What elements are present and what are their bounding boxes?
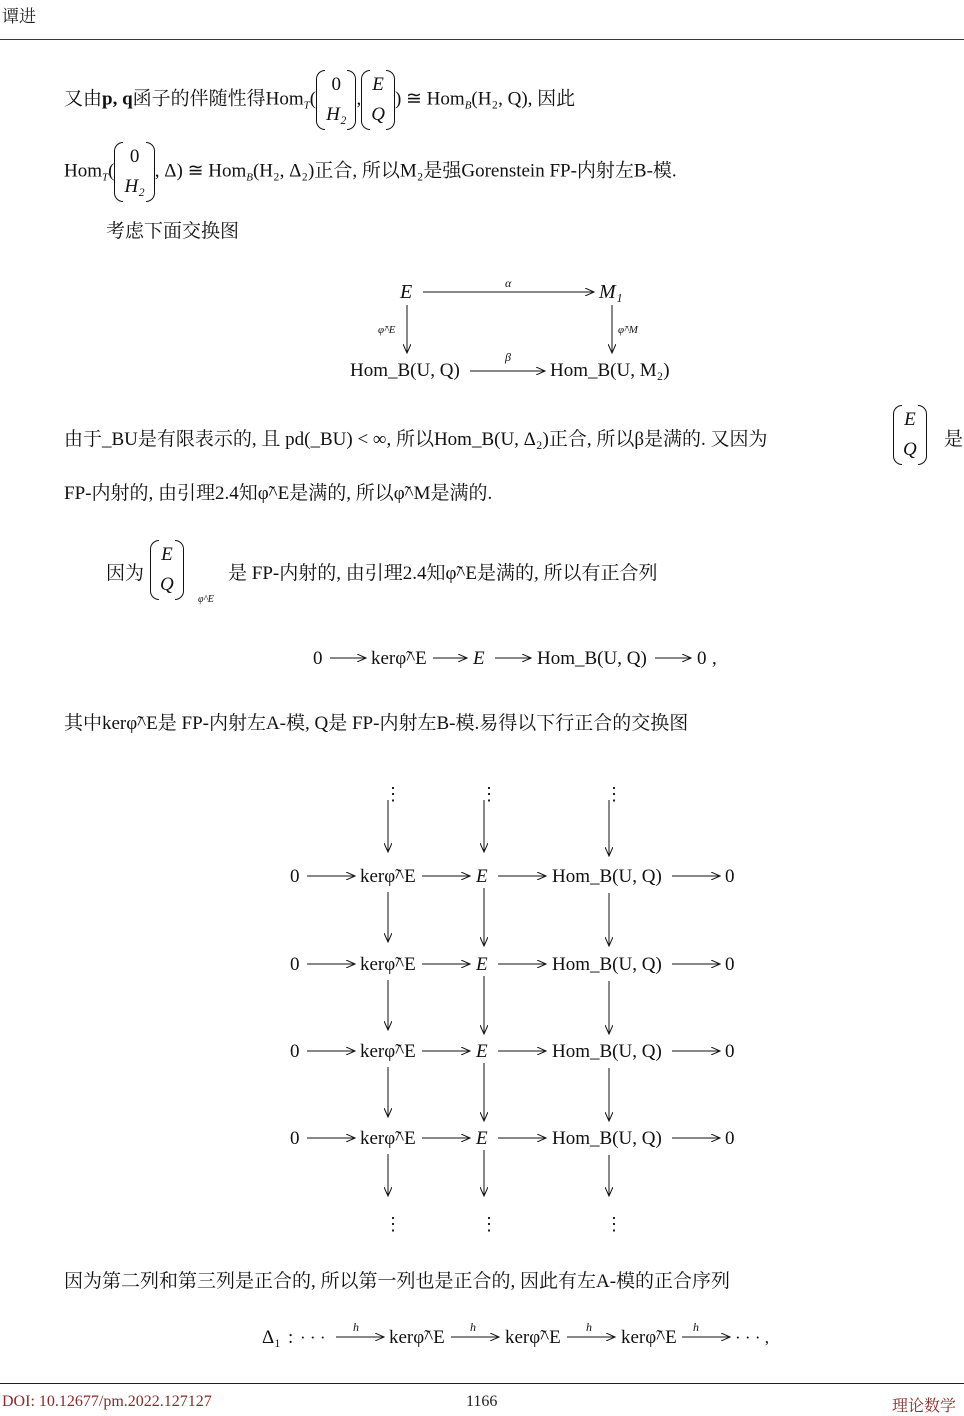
term-ker: kerφ̃^E: [371, 648, 427, 669]
svg-text:kerφ̃^E: kerφ̃^E: [360, 954, 416, 975]
matrix-E-Q: E Q: [893, 405, 927, 465]
term-zero: 0: [697, 648, 707, 669]
text: Hom: [64, 160, 102, 182]
svg-text:0: 0: [290, 1128, 300, 1149]
term-zero: 0: [313, 648, 323, 669]
subscript: B: [246, 171, 253, 184]
svg-text:h: h: [353, 1320, 359, 1334]
svg-text:h: h: [693, 1320, 699, 1334]
trailing-dots: · · · ,: [735, 1328, 769, 1347]
paragraph-because: 因为: [106, 563, 145, 584]
ellipsis: ⋮: [384, 1214, 402, 1234]
running-head-author: 谭进: [2, 7, 36, 26]
delta-name: Δ₁: [262, 1327, 281, 1348]
comma: ,: [712, 648, 717, 669]
svg-text:h: h: [470, 1320, 476, 1334]
label-beta: β: [505, 350, 511, 364]
leading-dots: · · ·: [300, 1328, 326, 1347]
svg-text:0: 0: [290, 866, 300, 887]
ellipsis: ⋮: [384, 784, 402, 804]
ellipsis: ⋮: [480, 1214, 498, 1234]
svg-text:kerφ̃^E: kerφ̃^E: [360, 1128, 416, 1149]
text: (H₂, Q), 因此: [471, 88, 576, 110]
svg-text:Hom_B(U, Q): Hom_B(U, Q): [552, 954, 662, 975]
svg-text:0: 0: [725, 1128, 735, 1149]
functor-pq: p, q: [102, 88, 133, 110]
text: 由于_BU是有限表示的, 且 pd(_BU) < ∞, 所以Hom_B(U, Δ₂)正合, 所以β是满的. 又因为: [64, 429, 768, 450]
matrix-E-Q: E Q: [361, 70, 395, 130]
text: 是 FP-内射的, 由引理2.4知φ̃^E是满的, 所以有正合列: [228, 563, 658, 584]
text: 函子的伴随性得Hom: [132, 88, 304, 110]
text: 又由: [64, 88, 103, 110]
node-hom-UQ: Hom_B(U, Q): [350, 360, 460, 381]
matrix-0-H2: 0 H₂: [114, 142, 154, 202]
matrix-0-H2: 0 H₂: [316, 70, 356, 130]
ellipsis: ⋮: [605, 784, 623, 804]
svg-text:kerφ̃^E: kerφ̃^E: [360, 866, 416, 887]
subscript: T: [102, 171, 109, 184]
doi-link[interactable]: DOI: 10.12677/pm.2022.127127: [2, 1393, 212, 1410]
svg-text:E: E: [476, 1041, 488, 1062]
colon: :: [288, 1327, 294, 1348]
label-phi-E: φ̃^E: [378, 324, 396, 336]
paragraph-consider: 考虑下面交换图: [106, 221, 240, 242]
svg-text:0: 0: [725, 954, 735, 975]
svg-text:kerφ̃^E: kerφ̃^E: [360, 1041, 416, 1062]
term-hom: Hom_B(U, Q): [537, 648, 647, 669]
paragraph-kernel: 其中kerφ̃^E是 FP-内射左A-模, Q是 FP-内射左B-模.易得以下行正合的交换图: [64, 713, 689, 734]
text: ) ≅ Hom: [394, 88, 465, 110]
svg-text:Hom_B(U, Q): Hom_B(U, Q): [552, 1128, 662, 1149]
paragraph-exact-columns: 因为第二列和第三列是正合的, 所以第一列也是正合的, 因此有左A-模的正合序列: [64, 1271, 731, 1292]
paragraph-gorenstein: Hom$_T$( 0 H₂ , Δ) ≅ Hom$_B$(H₂, Δ₂)正合, 所以M₂是强Gorenstein FP-内射左B-模.: [64, 142, 677, 202]
svg-text:0: 0: [725, 866, 735, 887]
svg-text:Hom_B(U, Q): Hom_B(U, Q): [552, 866, 662, 887]
node-hom-UM2: Hom_B(U, M₂): [550, 360, 670, 381]
svg-text:kerφ̃^E: kerφ̃^E: [505, 1327, 561, 1348]
text: (H₂, Δ₂)正合, 所以M₂是强Gorenstein FP-内射左B-模.: [252, 160, 677, 182]
journal-name: 理论数学: [892, 1398, 957, 1415]
ellipsis: ⋮: [480, 784, 498, 804]
svg-text:kerφ̃^E: kerφ̃^E: [621, 1327, 677, 1348]
term-E: E: [473, 648, 485, 669]
footer-rule: [0, 1383, 964, 1384]
page-number: 1166: [466, 1393, 498, 1410]
svg-text:kerφ̃^E: kerφ̃^E: [389, 1327, 445, 1348]
svg-text:E: E: [476, 1128, 488, 1149]
text: 是: [944, 429, 964, 450]
svg-text:E: E: [476, 954, 488, 975]
svg-text:0: 0: [290, 954, 300, 975]
label-phi-M: φ̃^M: [618, 324, 638, 336]
ellipsis: ⋮: [605, 1214, 623, 1234]
node-E: E: [400, 281, 413, 303]
text: , Δ) ≅ Hom: [154, 160, 247, 182]
label-alpha: α: [505, 276, 512, 290]
paragraph-adjoint: 又由p, q函子的伴随性得Hom$_T$( 0 H₂ , E Q ) ≅ Hom$_B$(H₂, Q), 因此: [64, 70, 575, 130]
svg-text:E: E: [476, 866, 488, 887]
svg-text:0: 0: [725, 1041, 735, 1062]
svg-text:0: 0: [290, 1041, 300, 1062]
subscript: B: [464, 99, 472, 112]
matrix-subscript: φ^E: [198, 594, 214, 605]
subscript: T: [303, 99, 310, 112]
paragraph-phi-surjective: FP-内射的, 由引理2.4知φ̃^E是满的, 所以φ̃^M是满的.: [64, 483, 493, 504]
svg-text:h: h: [586, 1320, 592, 1334]
matrix-E-Q: E Q: [150, 540, 184, 600]
node-M1: M₁: [599, 281, 623, 303]
svg-text:Hom_B(U, Q): Hom_B(U, Q): [552, 1041, 662, 1062]
